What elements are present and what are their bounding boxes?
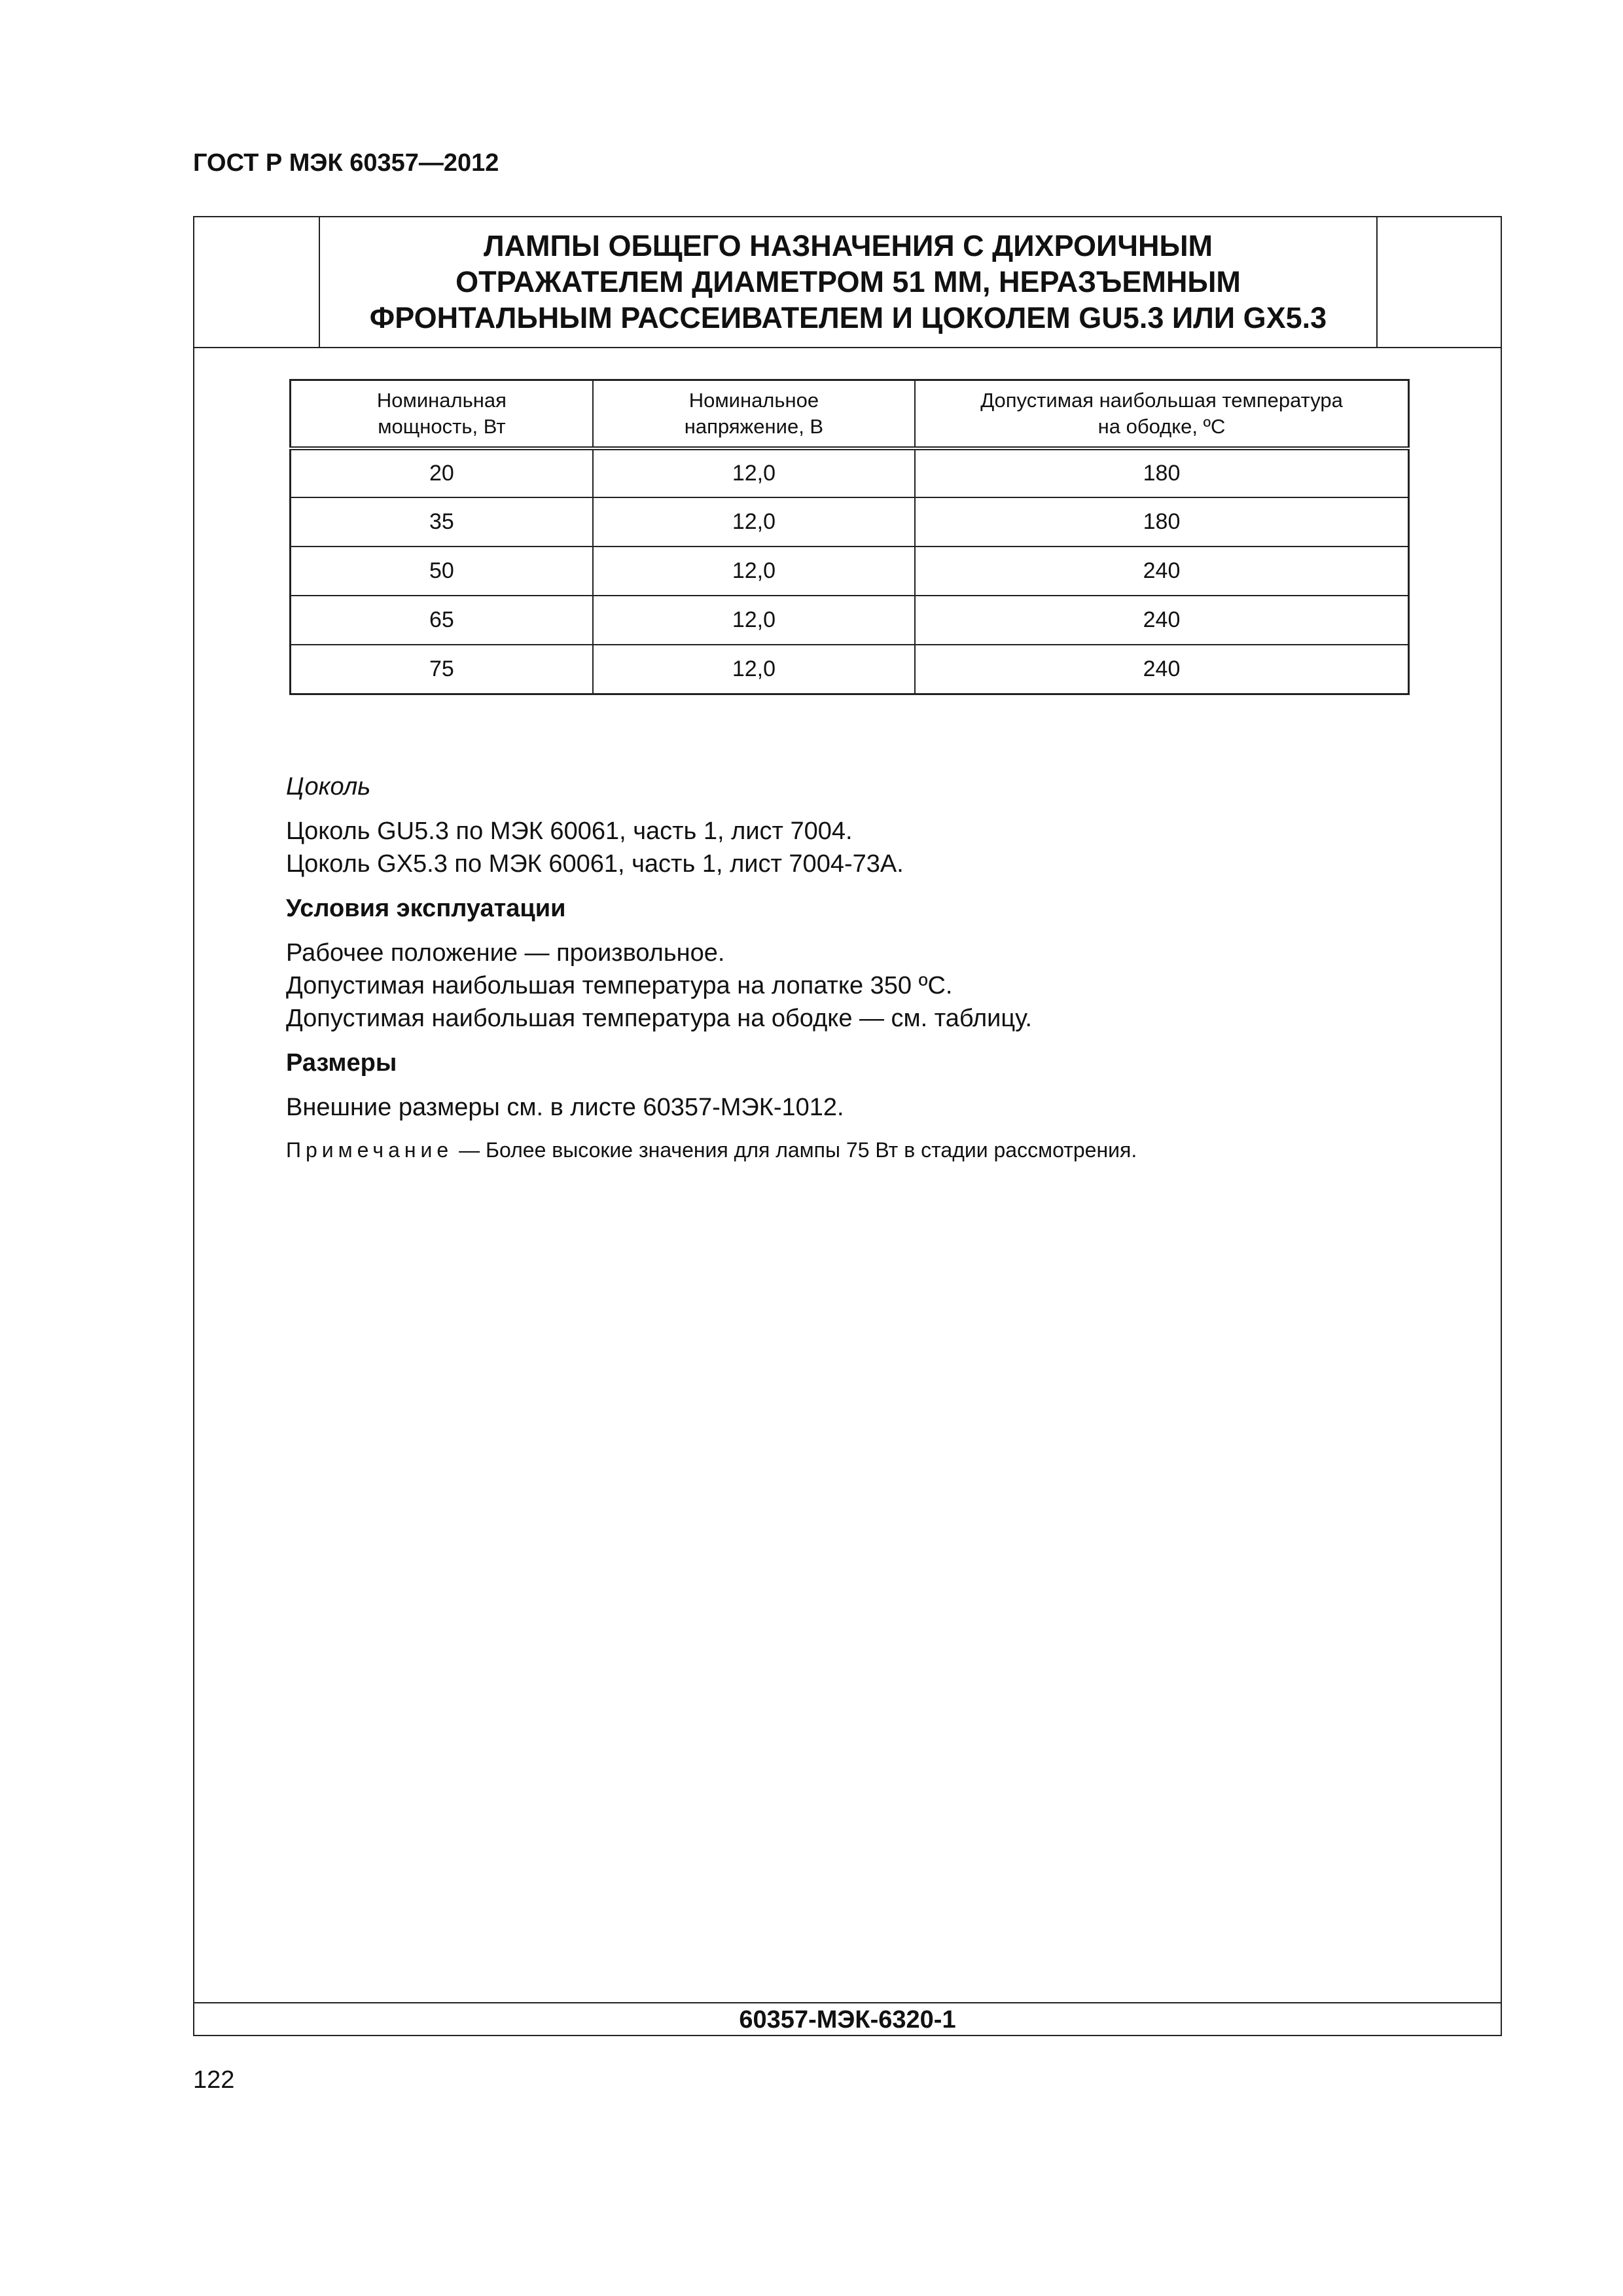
- table-row: [291, 547, 1409, 596]
- base-paragraph: [286, 815, 1464, 880]
- cell-temperature: 180: [915, 497, 1408, 547]
- base-line: Цоколь GX5.3 по МЭК 60061, часть 1, лист 7004-73А.: [286, 850, 904, 878]
- operation-line: Допустимая наибольшая температура на лопатке 350 ºС.: [286, 972, 953, 999]
- cell-power: 50: [291, 547, 593, 596]
- header-line: напряжение, В: [684, 415, 824, 438]
- document-code: ГОСТ Р МЭК 60357—2012: [193, 149, 499, 177]
- header-line: Допустимая наибольшая температура: [980, 389, 1343, 412]
- cell-voltage: 12,0: [593, 448, 915, 497]
- cell-power: 35: [291, 497, 593, 547]
- header-line: на ободке, ºС: [1097, 415, 1226, 438]
- dimensions-heading: Размеры: [286, 1049, 397, 1077]
- cell-voltage: 12,0: [593, 645, 915, 694]
- title-line: ЛАМПЫ ОБЩЕГО НАЗНАЧЕНИЯ С ДИХРОИЧНЫМ: [483, 229, 1213, 262]
- header-line: мощность, Вт: [378, 415, 506, 438]
- table-row: [291, 448, 1409, 497]
- operation-line: Допустимая наибольшая температура на ободке — см. таблицу.: [286, 1005, 1032, 1032]
- sheet-body: [286, 770, 1464, 1164]
- cell-power: 20: [291, 448, 593, 497]
- cell-voltage: 12,0: [593, 596, 915, 645]
- note-text: — Более высокие значения для лампы 75 Вт в стадии рассмотрения.: [453, 1138, 1137, 1162]
- cell-voltage: 12,0: [593, 547, 915, 596]
- base-heading: Цоколь: [286, 773, 371, 800]
- header-voltage: [593, 380, 915, 449]
- operation-paragraph: [286, 937, 1464, 1035]
- table-header-row: [291, 380, 1409, 449]
- sheet-frame: [193, 216, 1502, 2036]
- ratings-table: [289, 379, 1410, 695]
- cell-temperature: 180: [915, 448, 1408, 497]
- page-number: 122: [193, 2066, 235, 2094]
- base-line: Цоколь GU5.3 по МЭК 60061, часть 1, лист 7004.: [286, 817, 853, 845]
- footer-divider: [194, 2002, 1501, 2003]
- note: [286, 1136, 1464, 1164]
- note-label: Примечание: [286, 1138, 454, 1162]
- cell-temperature: 240: [915, 547, 1408, 596]
- sheet-code: 60357-МЭК-6320-1: [739, 2006, 956, 2034]
- header-power: [291, 380, 593, 449]
- title-line: ФРОНТАЛЬНЫМ РАССЕИВАТЕЛЕМ И ЦОКОЛЕМ GU5.3 ИЛИ GX5.3: [369, 301, 1327, 334]
- operation-heading: Условия эксплуатации: [286, 895, 566, 922]
- cell-temperature: 240: [915, 645, 1408, 694]
- sheet-title: [319, 216, 1378, 348]
- title-line: ОТРАЖАТЕЛЕМ ДИАМЕТРОМ 51 ММ, НЕРАЗЪЕМНЫМ: [455, 265, 1241, 298]
- operation-line: Рабочее положение — произвольное.: [286, 939, 725, 967]
- cell-voltage: 12,0: [593, 497, 915, 547]
- cell-power: 75: [291, 645, 593, 694]
- table-row: [291, 497, 1409, 547]
- table-row: [291, 596, 1409, 645]
- header-line: Номинальное: [688, 389, 819, 412]
- header-line: Номинальная: [376, 389, 507, 412]
- cell-temperature: 240: [915, 596, 1408, 645]
- cell-power: 65: [291, 596, 593, 645]
- dimensions-text: Внешние размеры см. в листе 60357-МЭК-1012.: [286, 1094, 844, 1121]
- table-row: [291, 645, 1409, 694]
- title-divider: [194, 347, 1501, 348]
- header-rim-temperature: [915, 380, 1408, 449]
